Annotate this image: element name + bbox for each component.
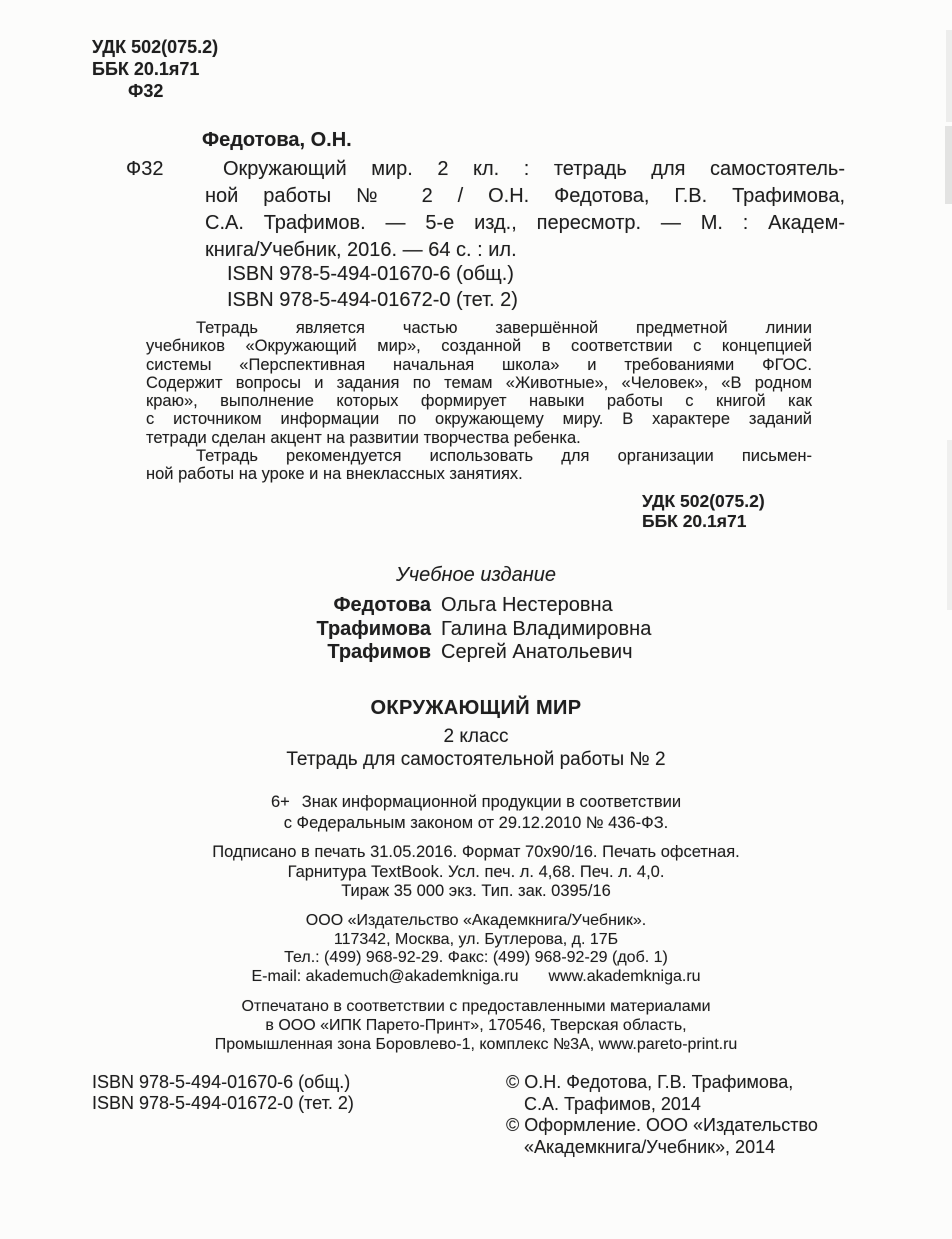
annotation-codes [642,491,765,531]
author-given-name: Ольга Нестеровна [441,594,613,616]
publisher-website: www.akademkniga.ru [548,967,701,985]
bbk-code-bottom: ББК 20.1я71 [642,511,747,531]
printing-house-block [0,997,952,1054]
age-mark [0,792,952,833]
author-surname: Федотова [333,594,431,616]
publisher-block [0,912,952,986]
publisher-email: E-mail: akademuch@akademkniga.ru [251,967,519,985]
book-title: ОКРУЖАЮЩИЙ МИР [370,697,582,719]
catalog-author-sign: Ф32 [126,158,164,180]
publisher-line: Тел.: (499) 968-92-29. Факс: (499) 968-92-29 (доб. 1) [284,949,668,966]
age-badge: 6+ [270,793,290,811]
scan-artifact [946,30,952,122]
catalog-line: ной работы № 2 / О.Н. Федотова, Г.В. Трафимова, [205,185,845,207]
bbk-code: ББК 20.1я71 [92,59,200,79]
book-subtitle: Тетрадь для самостоятельной работы № 2 [286,749,666,770]
catalog-line: Окружающий мир. 2 кл. : тетрадь для самостоятель- [223,158,845,180]
isbn-general: ISBN 978-5-494-01670-6 (общ.) [227,263,514,285]
catalog-line: С.А. Трафимов. — 5-е изд., пересмотр. — М. : Академ- [205,212,845,234]
author-row [241,641,711,665]
book-grade: 2 класс [443,726,509,747]
catalog-card [126,156,845,264]
author-sign-code: Ф32 [128,81,164,101]
annotation-line: тетради сделан акцент на развитии творчества ребенка. [146,428,581,447]
annotation-line: с источником информации по окружающему миру. В характере заданий [146,410,812,429]
annotation-line: Содержит вопросы и задания по темам «Животные», «Человек», «В родном [146,373,812,392]
author-given-name: Галина Владимировна [441,617,652,640]
copyright-line: «Академкнига/Учебник», 2014 [524,1136,776,1157]
annotation-line: Тетрадь рекомендуется использовать для организации письмен- [196,447,812,466]
age-mark-text: Знак информационной продукции в соответствии [301,793,682,811]
author-surname: Трафимова [316,617,431,640]
author-row [241,618,711,642]
authors-block [0,594,952,665]
annotation-line: учебников «Окружающий мир», созданной в соответствии с концепцией [146,337,812,356]
author-row [241,594,711,618]
footer-isbn-general: ISBN 978-5-494-01670-6 (общ.) [92,1072,351,1092]
publisher-contacts [0,968,952,987]
footer-isbn-part: ISBN 978-5-494-01672-0 (тет. 2) [92,1093,354,1113]
imprint-line: Гарнитура TextBook. Усл. печ. л. 4,68. Печ. л. 4,0. [287,862,665,881]
copyright-line: © Оформление. ООО «Издательство [506,1115,818,1135]
imprint-block [0,843,952,902]
isbn-part: ISBN 978-5-494-01672-0 (тет. 2) [227,289,518,311]
age-mark-line: с Федеральным законом от 29.12.2010 № 436-ФЗ. [283,813,669,832]
header-codes [92,36,218,102]
publisher-line: 117342, Москва, ул. Бутлерова, д. 17Б [333,930,619,948]
age-mark-line [0,792,952,813]
copyright-line: © О.Н. Федотова, Г.В. Трафимова, [506,1072,794,1092]
annotation-line: Тетрадь является частью завершённой предметной линии [196,319,812,337]
edition-kind: Учебное издание [396,564,556,586]
catalog-author-heading: Федотова, О.Н. [202,129,352,151]
udk-code: УДК 502(075.2) [92,37,219,57]
annotation-line: системы «Перспективная начальная школа» и требованиями ФГОС. [146,355,812,374]
imprint-line: Подписано в печать 31.05.2016. Формат 70х90/16. Печать офсетная. [212,843,740,861]
printing-house-line: в ООО «ИПК Парето-Принт», 170546, Тверская область, [265,1017,687,1034]
scan-artifact [945,126,952,204]
isbn-block-top [227,261,518,313]
printing-house-line: Промышленная зона Боровлево-1, комплекс №3А, www.pareto-print.ru [214,1036,738,1053]
footer-copyright-block [506,1072,818,1158]
annotation-line: краю», выполнение которых формирует навыки работы с книгой как [146,392,812,411]
author-given-name: Сергей Анатольевич [441,641,633,663]
copyright-line: С.А. Трафимов, 2014 [524,1093,701,1114]
catalog-description [205,156,845,264]
printing-house-line: Отпечатано в соответствии с предоставленными материалами [241,998,711,1015]
publisher-line: ООО «Издательство «Академкнига/Учебник». [305,912,647,929]
annotation [146,319,812,484]
annotation-line: ной работы на уроке и на внеклассных занятиях. [146,465,523,484]
footer-isbn-block [92,1072,354,1114]
imprint-line: Тираж 35 000 экз. Тип. зак. 0395/16 [341,882,611,900]
udk-code-bottom: УДК 502(075.2) [642,491,765,511]
author-surname: Трафимов [327,641,431,663]
catalog-line: книга/Учебник, 2016. — 64 с. : ил. [205,239,517,261]
